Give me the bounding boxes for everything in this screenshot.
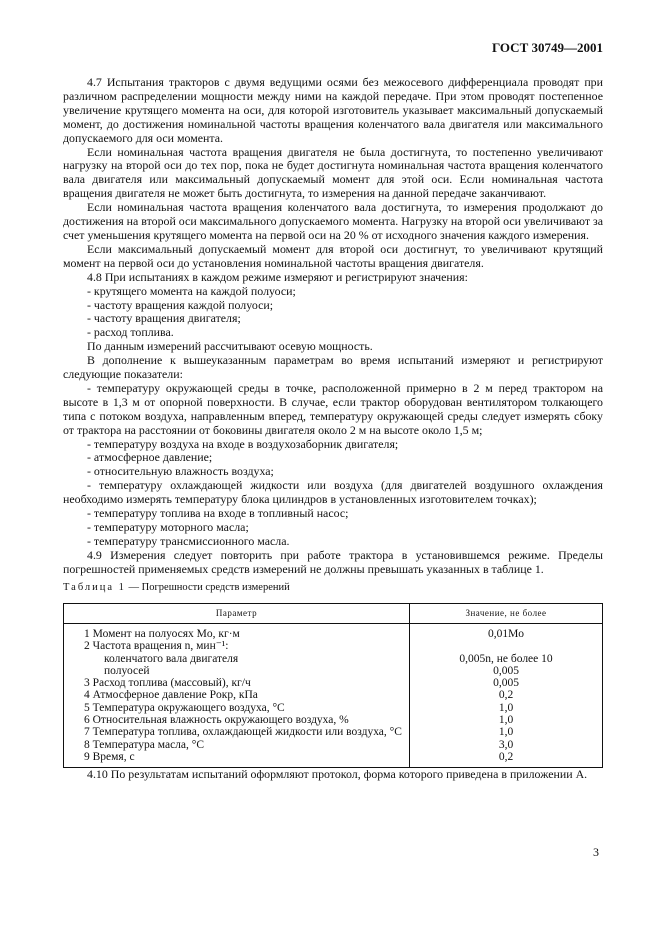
parameter-cell: 1 Момент на полуосях Mо, кг·м (84, 628, 240, 640)
list-item: - температуру трансмиссионного масла. (87, 533, 290, 548)
value-cell (410, 640, 603, 652)
value-cell: 1,0 (410, 726, 603, 738)
list-item: - температуру топлива на входе в топливный насос; (87, 506, 349, 521)
document-body (63, 76, 603, 577)
paragraph: Если максимальный допускаемый момент для второй оси достигнут, то увеличивают крутящий момент на первой оси до установления номинальной частоты вращения двигателя. (63, 241, 603, 270)
table-caption-prefix: Таблица 1 (63, 582, 126, 593)
parameter-cell: 6 Относительная влажность окружающего воздуха, % (84, 714, 349, 727)
list-item: - частоту вращения двигателя; (87, 311, 241, 326)
value-cell: 0,2 (410, 751, 603, 768)
table-header-row (64, 604, 603, 624)
list-item: - температуру охлаждающей жидкости или воздуха (для двигателей воздушного охлаждения необходимо измерять температуру блока цилиндров в установленных изготовителем точках); (63, 478, 603, 507)
table-row (64, 653, 603, 665)
parameter-cell: 4 Атмосферное давление Pокр, кПа (84, 689, 258, 702)
parameter-cell: коленчатого вала двигателя (104, 652, 239, 665)
table-row (64, 726, 603, 738)
list-item: - крутящего момента на каждой полуоси; (87, 283, 296, 298)
page-number: 3 (593, 845, 599, 859)
list-item: - расход топлива. (87, 325, 174, 340)
table-row (64, 702, 603, 714)
value-cell: 0,005 (410, 665, 603, 677)
table-row (64, 739, 603, 751)
paragraph: 4.7 Испытания тракторов с двумя ведущими осями без межосевого дифференциала проводят при различном распределении мощности между ними на каждой передаче. При этом проводят постепенное увеличение крутящего момента на оси, для которой изготовитель указывает максимальный допускаемый момент, до достижения номинальной частоты вращения коленчатого вала двигателя или максимального допускаемого для оси момента. (63, 75, 603, 145)
table-row (64, 665, 603, 677)
column-header-parameter: Параметр (64, 604, 410, 624)
paragraph: 4.9 Измерения следует повторить при работе трактора в установившемся режиме. Пределы погрешностей применяемых средств измерений не должны превышать указанных в таблице 1. (63, 547, 603, 576)
paragraph: Если номинальная частота вращения двигателя не была достигнута, то постепенно увеличивают нагрузку на второй оси до тех пор, пока не будет достигнута номинальная частота вращения коленчатого вала двигателя или максимальный допускаемый момент для этой оси. Если номинальная частота вращения двигателя не может быть достигнута, то измерения на данной передаче заканчивают. (63, 144, 603, 201)
list-item: - температуру окружающей среды в точке, расположенной примерно в 2 м перед трактором на высоте в 1,3 м от опорной поверхности. В случае, если трактор оборудован вентилятором толкающего типа с потоком воздуха, направленным вперед, температуру окружающей среды следует измерять сбоку от трактора на расстоянии от боковины двигателя около 2 м на высоте около 1,5 м; (63, 380, 603, 437)
list-item: - температуру моторного масла; (87, 520, 249, 534)
value-cell: 1,0 (410, 702, 603, 714)
table-row (64, 751, 603, 768)
parameter-cell: 9 Время, с (84, 750, 135, 763)
paragraph: Если номинальная частота вращения коленчатого вала достигнута, то измерения продолжают до достижения на второй оси максимального допускаемого момента. Нагрузку на второй оси увеличивают за счет уменьшения крутящего момента на первой оси на 20 % от исходного значения каждого измерения. (63, 200, 603, 242)
paragraph: 4.10 По результатам испытаний оформляют протокол, форма которого приведена в приложении А. (87, 767, 588, 781)
paragraph: По данным измерений рассчитывают осевую мощность. (87, 339, 373, 354)
parameter-cell: 8 Температура масла, °С (84, 738, 205, 751)
parameter-cell: полуосей (104, 664, 150, 677)
column-header-value: Значение, не более (410, 604, 603, 624)
list-item: - относительную влажность воздуха; (87, 464, 274, 479)
table-caption-text: — Погрешности средств измерений (125, 582, 290, 593)
table-row (64, 689, 603, 701)
list-item: - частоту вращения каждой полуоси; (87, 297, 274, 312)
document-header: ГОСТ 30749—2001 (491, 40, 603, 55)
value-cell: 0,2 (410, 689, 603, 701)
table-caption (63, 582, 290, 593)
parameter-cell: 7 Температура топлива, охлаждающей жидкости или воздуха, °С (84, 726, 402, 739)
paragraph: В дополнение к вышеуказанным параметрам во время испытаний измеряют и регистрируют следующие показатели: (63, 353, 603, 382)
value-cell: 1,0 (410, 714, 603, 726)
value-cell: 0,01Mо (410, 624, 603, 641)
table-row (64, 677, 603, 689)
table-row (64, 714, 603, 726)
measurement-error-table (63, 603, 603, 768)
parameter-cell: 3 Расход топлива (массовый), кг/ч (84, 677, 251, 690)
table-row (64, 624, 603, 641)
value-cell: 0,005n, не более 10 (410, 653, 603, 665)
list-item: - температуру воздуха на входе в воздухозаборник двигателя; (87, 436, 399, 451)
list-item: - атмосферное давление; (87, 450, 213, 465)
paragraph: 4.8 При испытаниях в каждом режиме измеряют и регистрируют значения: (87, 269, 468, 284)
value-cell: 0,005 (410, 677, 603, 689)
value-cell: 3,0 (410, 739, 603, 751)
parameter-cell: 5 Температура окружающего воздуха, °С (84, 701, 285, 714)
table-row (64, 640, 603, 652)
parameter-cell: 2 Частота вращения n, мин⁻¹: (84, 640, 229, 653)
